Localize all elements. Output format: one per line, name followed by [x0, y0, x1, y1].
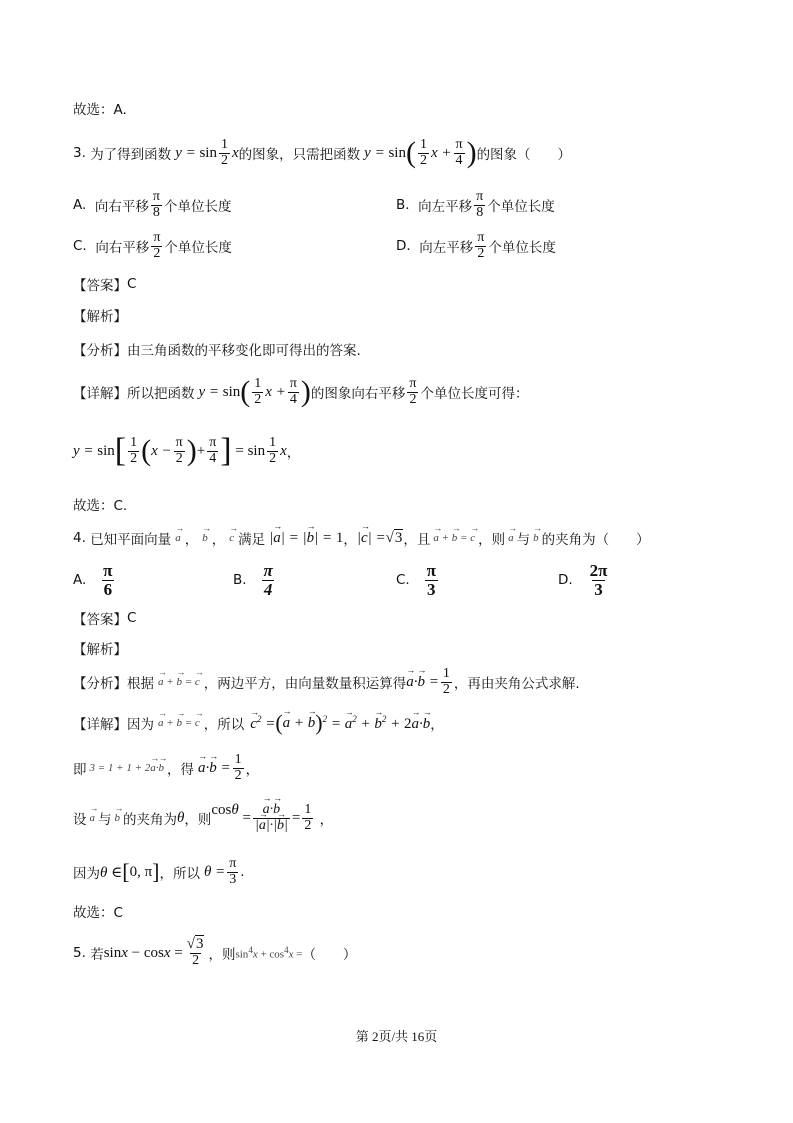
option-a: A. 向右平移 $\frac{\pi}{8}$ 个单位长度 [73, 188, 232, 220]
formula-source: y = sin [364, 144, 406, 161]
answer-line-q4: 【答案】 C [73, 610, 137, 628]
answer-line-q3: 【答案】 C [73, 276, 137, 294]
option-c: C. 向右平移 $\frac{\pi}{2}$ 个单位长度 [73, 229, 232, 261]
step-4-q4: 因为 θ ∈ [ 0, π ] ，所以 θ = $\frac{\pi}{3}$ . [73, 855, 245, 887]
q4-option-b: B. $\frac{\pi}{4}$ [233, 560, 273, 599]
detail-line-q3: 【详解】 所以把函数 y = sin ( $\frac{1}{2}$ x + $\frac{\pi}{4}$ ) 的图象向右平移 $\frac{\pi}{2}$ 个单位长度可得： [73, 375, 529, 408]
conclusion-q3: 故选：C. [73, 498, 128, 514]
q4-option-a: A. $\frac{\pi}{6}$ [73, 560, 113, 599]
derivation-formula-q3: y = sin [ $\frac{1}{2}$ ( x − $\frac{\pi}{2}$ ) + $\frac{\pi}{4}$ ] = sin $\frac{1}{2}$ x ， [73, 432, 301, 469]
step-2-q4: 即 3 = 1 + 1 + 2→ a·→ b ，得 → a·→ b = $\frac{1}{2}$ ， [73, 750, 259, 786]
question-4-stem: 4. 已知平面向量 → a ， → b ， → c 满足 |→ a| = |→ b| = 1 ， |→ c| = √3 ，且 → a + → b = → c ，则 → a 与 → b 的夹角为（ ） [73, 524, 650, 552]
prev-answer-line: 故选：A. [73, 102, 127, 118]
question-3-stem: 3. 为了得到函数 y = sin $\frac{1}{2}$ x 的图象，只需把函数 y = sin ( $\frac{1}{2}$ x + $\frac{\pi}{4}$ ) 的图象（ ） [73, 136, 572, 169]
formula-target: y = sin [175, 144, 217, 161]
step-3-q4: 设 → a 与 → b 的夹角为 θ ，则 cosθ = → $\frac{a\cdot\to b}{|\to a|\cdot|\to b|}$ = $\frac{1}{2}$ ， [73, 793, 333, 843]
option-b: B. 向左平移 $\frac{\pi}{8}$ 个单位长度 [396, 188, 555, 220]
conclusion-q4: 故选：C [73, 905, 123, 921]
detail-line-q4: 【详解】 因为 → a + → b = → c ，所以 → $c^2$ = ( → a + → b ) $^2$ = → $a^2$ + → $b^2 + 2\to a\cdot\to b$ ， [73, 708, 444, 738]
fenxi-line-q4: 【分析】 根据 → a + → b = → c ，两边平方，由向量数量积运算得 → a·→ b = $\frac{1}{2}$ ，再由夹角公式求解. [73, 664, 580, 700]
page-footer: 第 2页/共 16页 [355, 1029, 438, 1044]
analysis-heading-q3: 【解析】 [73, 309, 127, 325]
q4-option-d: D. $\frac{2\pi}{3}$ [558, 560, 608, 599]
option-d: D. 向左平移 $\frac{\pi}{2}$ 个单位长度 [396, 229, 556, 261]
q4-option-c: C. $\frac{\pi}{3}$ [396, 560, 436, 599]
analysis-heading-q4: 【解析】 [73, 642, 127, 658]
question-5-stem: 5. 若 sinx − cosx = $\frac{√3}{2}$ ，则 $\sin^4x + \cos^4x$ = （ ） [73, 936, 357, 969]
fenxi-line-q3: 【分析】 由三角函数的平移变化即可得出的答案. [73, 343, 361, 359]
